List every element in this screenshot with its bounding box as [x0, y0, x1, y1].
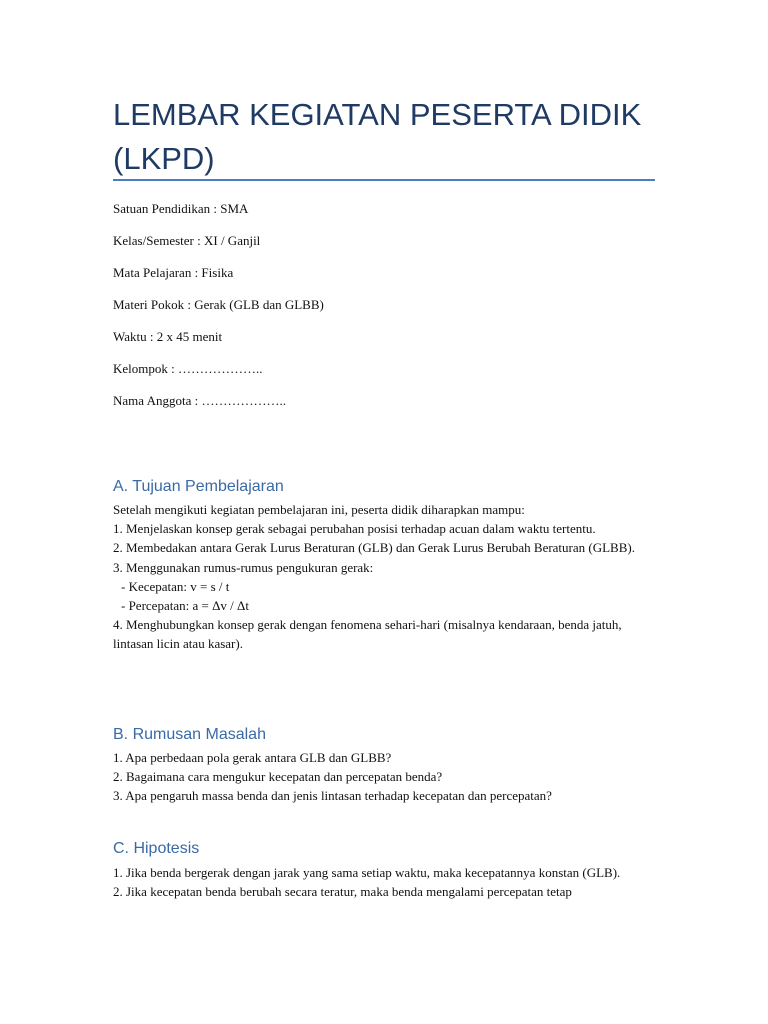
section-a-subitem: - Percepatan: a = Δv / Δt [121, 598, 250, 614]
section-b-body [113, 748, 658, 806]
section-a-subitem: - Kecepatan: v = s / t [121, 578, 230, 594]
meta-group: Kelompok : ……………….. [113, 361, 263, 376]
page-title: LEMBAR KEGIATAN PESERTA DIDIK (LKPD) [113, 97, 642, 176]
section-a-body [113, 500, 658, 654]
meta-class-semester: Kelas/Semester : XI / Ganjil [113, 233, 261, 248]
section-b-item: 2. Bagaimana cara mengukur kecepatan dan percepatan benda? [113, 769, 443, 785]
meta-members: Nama Anggota : ……………….. [113, 393, 286, 408]
section-b-item: 1. Apa perbedaan pola gerak antara GLB dan GLBB? [113, 750, 392, 765]
section-c-heading: C. Hipotesis [113, 840, 200, 857]
identity-list [113, 199, 324, 423]
meta-duration: Waktu : 2 x 45 menit [113, 329, 223, 344]
section-c-body [113, 863, 658, 901]
meta-subject: Mata Pelajaran : Fisika [113, 265, 234, 280]
section-a-item: 4. Menghubungkan konsep gerak dengan fenomena sehari-hari (misalnya kendaraan, benda jatuh, lintasan licin atau kasar). [113, 617, 622, 652]
section-a-intro: Setelah mengikuti kegiatan pembelajaran ini, peserta didik diharapkan mampu: [113, 502, 525, 517]
section-a-heading: A. Tujuan Pembelajaran [113, 478, 284, 495]
section-b-item: 3. Apa pengaruh massa benda dan jenis lintasan terhadap kecepatan dan percepatan? [113, 788, 552, 804]
section-a-item: 1. Menjelaskan konsep gerak sebagai perubahan posisi terhadap acuan dalam waktu tertentu. [113, 521, 596, 537]
meta-topic: Materi Pokok : Gerak (GLB dan GLBB) [113, 297, 324, 312]
section-c-item: 1. Jika benda bergerak dengan jarak yang sama setiap waktu, maka kecepatannya konstan (GLB). [113, 865, 621, 880]
section-a-item: 2. Membedakan antara Gerak Lurus Beraturan (GLB) dan Gerak Lurus Berubah Beraturan (GLBB). [113, 540, 635, 556]
meta-school-level: Satuan Pendidikan : SMA [113, 201, 249, 216]
section-b-heading: B. Rumusan Masalah [113, 726, 266, 743]
title-divider [113, 179, 655, 181]
section-c-item: 2. Jika kecepatan benda berubah secara teratur, maka benda mengalami percepatan tetap [113, 884, 572, 900]
section-a-item: 3. Menggunakan rumus-rumus pengukuran gerak: [113, 559, 374, 575]
